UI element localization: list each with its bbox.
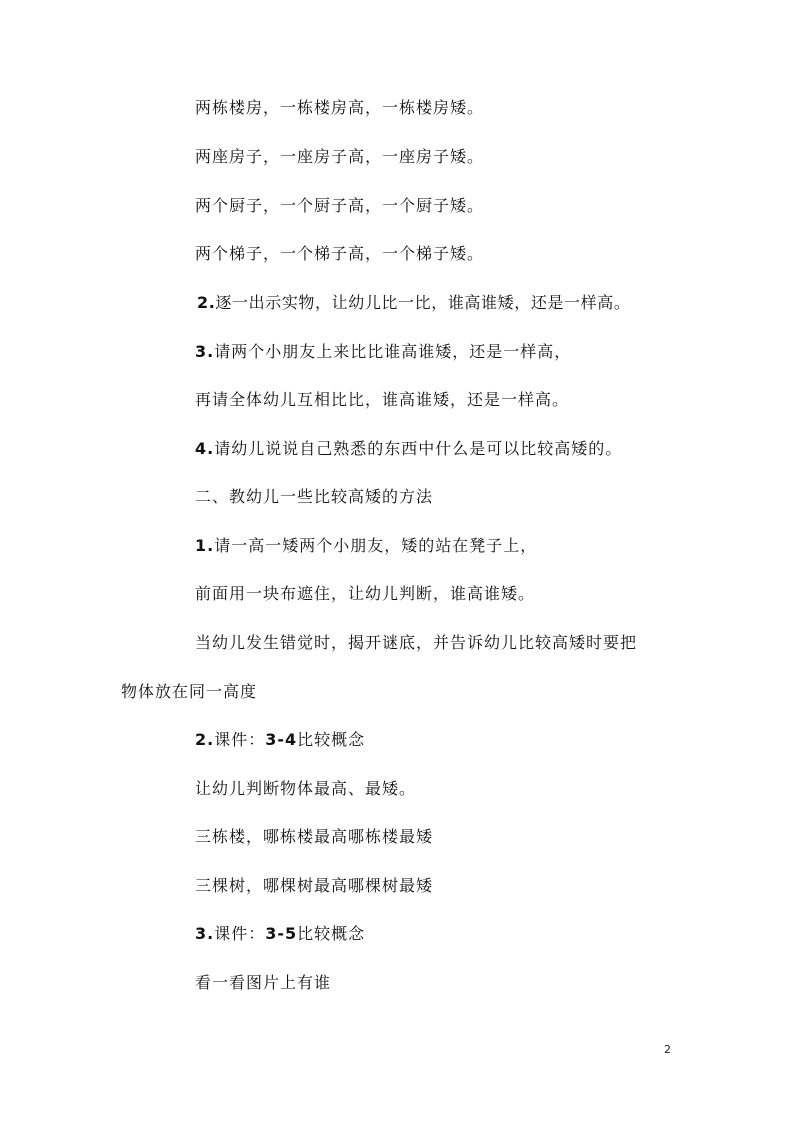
- text-line: [195, 244, 484, 264]
- line-text: 两栋楼房，一栋楼房高，一栋楼房矮。: [195, 98, 485, 117]
- line-text: 让幼儿判断物体最高、最矮。: [195, 779, 417, 798]
- line-text: 逐一出示实物，让幼儿比一比，谁高谁矮，还是一样高。: [215, 293, 631, 312]
- text-line: [121, 682, 257, 702]
- list-item-courseware: [195, 924, 365, 944]
- list-item-2: [197, 293, 630, 313]
- line-tail: 比较概念: [297, 924, 366, 943]
- line-text: 两个梯子，一个梯子高，一个梯子矮。: [195, 244, 485, 263]
- line-text: 二、教幼儿一些比较高矮的方法: [195, 487, 434, 506]
- text-line: [195, 633, 637, 653]
- text-line: [195, 584, 535, 604]
- text-line: [195, 390, 569, 410]
- text-line: [195, 779, 416, 799]
- text-line: [195, 98, 484, 118]
- text-line: [195, 147, 484, 167]
- line-tail: 比较概念: [297, 730, 366, 749]
- list-item-1: [195, 536, 537, 556]
- line-text: 请两个小朋友上来比比谁高谁矮，还是一样高，: [214, 342, 572, 361]
- list-item-3: [195, 342, 571, 362]
- line-text: 请幼儿说说自己熟悉的东西中什么是可以比较高矮的。: [214, 439, 623, 458]
- list-item-courseware: [195, 730, 365, 750]
- line-text: 当幼儿发生错觉时，揭开谜底，并告诉幼儿比较高矮时要把: [195, 633, 638, 652]
- list-number: 4.: [195, 439, 215, 458]
- list-number: 3.: [195, 924, 215, 943]
- page-number: 2: [664, 1043, 671, 1056]
- text-line: [195, 196, 484, 216]
- list-number: 3.: [195, 342, 215, 361]
- line-text: 请一高一矮两个小朋友，矮的站在凳子上，: [214, 536, 538, 555]
- section-heading: [195, 487, 433, 507]
- line-text: 两座房子，一座房子高，一座房子矮。: [195, 147, 485, 166]
- text-line: [195, 827, 433, 847]
- list-number: 2.: [197, 293, 216, 312]
- list-item-4: [195, 439, 622, 459]
- line-text: 课件：: [214, 730, 266, 749]
- courseware-code: 3-5: [265, 924, 298, 943]
- line-text: 三栋楼，哪栋楼最高哪栋楼最矮: [195, 827, 434, 846]
- line-text: 再请全体幼儿互相比比，谁高谁矮，还是一样高。: [195, 390, 570, 409]
- list-number: 2.: [195, 730, 215, 749]
- text-line: [195, 973, 331, 993]
- line-text: 前面用一块布遮住，让幼儿判断，谁高谁矮。: [195, 584, 536, 603]
- line-text: 看一看图片上有谁: [195, 973, 332, 992]
- text-line: [195, 876, 433, 896]
- courseware-code: 3-4: [265, 730, 298, 749]
- list-number: 1.: [195, 536, 215, 555]
- line-text: 三棵树，哪棵树最高哪棵树最矮: [195, 876, 434, 895]
- line-text: 物体放在同一高度: [121, 682, 258, 701]
- line-text: 课件：: [214, 924, 266, 943]
- line-text: 两个厨子，一个厨子高，一个厨子矮。: [195, 196, 485, 215]
